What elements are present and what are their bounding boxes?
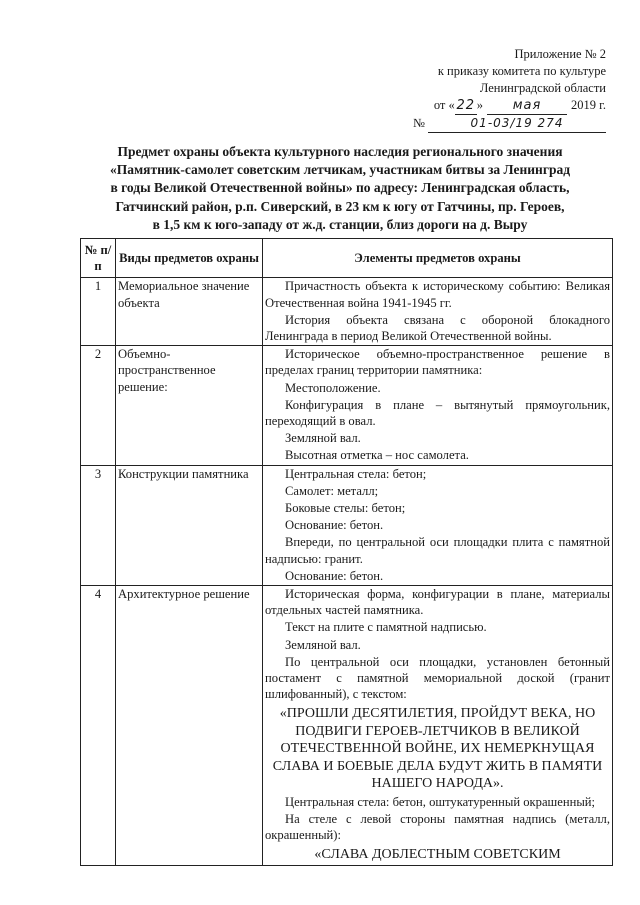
element-paragraph: По центральной оси площадки, установлен бетонный постамент с памятной мемориальной доской (гранит шлифованный), с текстом: bbox=[265, 654, 610, 702]
element-paragraph: На стеле с левой стороны памятная надпись (металл, окрашенный): bbox=[265, 811, 610, 842]
appendix-order-ref: к приказу комитета по культуре bbox=[437, 64, 606, 78]
header-num: № п/п bbox=[81, 239, 116, 278]
appendix-title: Приложение № 2 bbox=[514, 47, 606, 61]
date-prefix: от « bbox=[433, 98, 455, 112]
table-row bbox=[81, 278, 613, 346]
title-line: в годы Великой Отечественной войны» по адресу: Ленинградская область, bbox=[110, 180, 570, 196]
element-paragraph: Местоположение. bbox=[285, 380, 381, 395]
element-paragraph: Историческая форма, конфигурации в плане, материалы отдельных частей памятника. bbox=[265, 587, 610, 618]
element-paragraph: Земляной вал. bbox=[285, 431, 361, 446]
header-type: Виды предметов охраны bbox=[116, 239, 263, 278]
element-paragraph: Текст на плите с памятной надписью. bbox=[285, 620, 487, 635]
element-paragraph: Земляной вал. bbox=[285, 637, 361, 652]
element-paragraph: Центральная стела: бетон; bbox=[285, 466, 427, 481]
element-paragraph: Историческое объемно-пространственное решение в пределах границ территории памятника: bbox=[265, 347, 610, 378]
protection-table bbox=[80, 238, 613, 866]
date-year: 2019 г. bbox=[571, 98, 606, 112]
table-row bbox=[81, 586, 613, 865]
title-line: в 1,5 км к юго-западу от ж.д. станции, близ дороги на д. Выру bbox=[152, 216, 528, 232]
date-mid: » bbox=[476, 98, 484, 112]
memorial-inscription: «ПРОШЛИ ДЕСЯТИЛЕТИЯ, ПРОЙДУТ ВЕКА, НО ПОДВИГИ ГЕРОЕВ-ЛЕТЧИКОВ В ВЕЛИКОЙ ОТЕЧЕСТВЕННОЙ ВОЙНЕ, ИХ НЕМЕРКНУЩАЯ СЛАВА И БОЕВЫЕ ДЕЛА БУДУТ ЖИТЬ В ПАМЯТИ НАШЕГО НАРОДА». bbox=[272, 706, 603, 792]
element-paragraph: Впереди, по центральной оси площадки плита с памятной надписью: гранит. bbox=[265, 535, 610, 566]
element-paragraph: Самолет: металл; bbox=[285, 483, 379, 498]
date-month: мая bbox=[487, 97, 567, 115]
row-type: Конструкции памятника bbox=[116, 465, 263, 585]
element-paragraph: Боковые стелы: бетон; bbox=[285, 501, 406, 516]
element-paragraph: Центральная стела: бетон, оштукатуренный окрашенный; bbox=[285, 794, 596, 809]
element-paragraph: Высотная отметка – нос самолета. bbox=[285, 448, 469, 463]
appendix-number bbox=[376, 115, 606, 133]
number-value: 01-03/19 274 bbox=[428, 115, 606, 133]
row-elements bbox=[263, 465, 613, 585]
row-num: 3 bbox=[81, 465, 116, 585]
element-paragraph: Основание: бетон. bbox=[285, 518, 384, 533]
row-elements bbox=[263, 346, 613, 465]
table-row bbox=[81, 465, 613, 585]
date-day: 22 bbox=[456, 98, 476, 113]
title-line: «Памятник-самолет советским летчикам, участникам битвы за Ленинград bbox=[109, 162, 571, 178]
appendix-date bbox=[376, 97, 606, 115]
element-paragraph: Конфигурация в плане – вытянутый прямоугольник, переходящий в овал. bbox=[265, 397, 610, 429]
number-label: № bbox=[412, 116, 425, 130]
table-row bbox=[81, 346, 613, 465]
title-line: Гатчинский район, р.п. Сиверский, в 23 км к югу от Гатчины, пр. Героев, bbox=[115, 198, 565, 214]
appendix-region: Ленинградской области bbox=[479, 81, 606, 95]
element-paragraph: Причастность объекта к историческому событию: Великая Отечественная война 1941-1945 гг. bbox=[265, 279, 610, 310]
row-type: Архитектурное решение bbox=[116, 586, 263, 865]
row-elements bbox=[263, 586, 613, 865]
title-line: Предмет охраны объекта культурного наследия регионального значения bbox=[117, 144, 563, 159]
appendix-header bbox=[376, 46, 606, 133]
row-type: Мемориальное значение объекта bbox=[116, 278, 263, 346]
row-elements bbox=[263, 278, 613, 346]
document-title bbox=[60, 143, 620, 234]
element-paragraph: История объекта связана с обороной блокадного Ленинграда в период Великой Отечественной войны. bbox=[265, 312, 610, 344]
header-elements: Элементы предметов охраны bbox=[263, 239, 613, 278]
table-header-row bbox=[81, 239, 613, 278]
row-num: 1 bbox=[81, 278, 116, 346]
row-num: 4 bbox=[81, 586, 116, 865]
row-type: Объемно-пространственное решение: bbox=[116, 346, 263, 465]
element-paragraph: Основание: бетон. bbox=[285, 568, 384, 583]
row-num: 2 bbox=[81, 346, 116, 465]
stele-inscription: «СЛАВА ДОБЛЕСТНЫМ СОВЕТСКИМ bbox=[314, 847, 561, 863]
